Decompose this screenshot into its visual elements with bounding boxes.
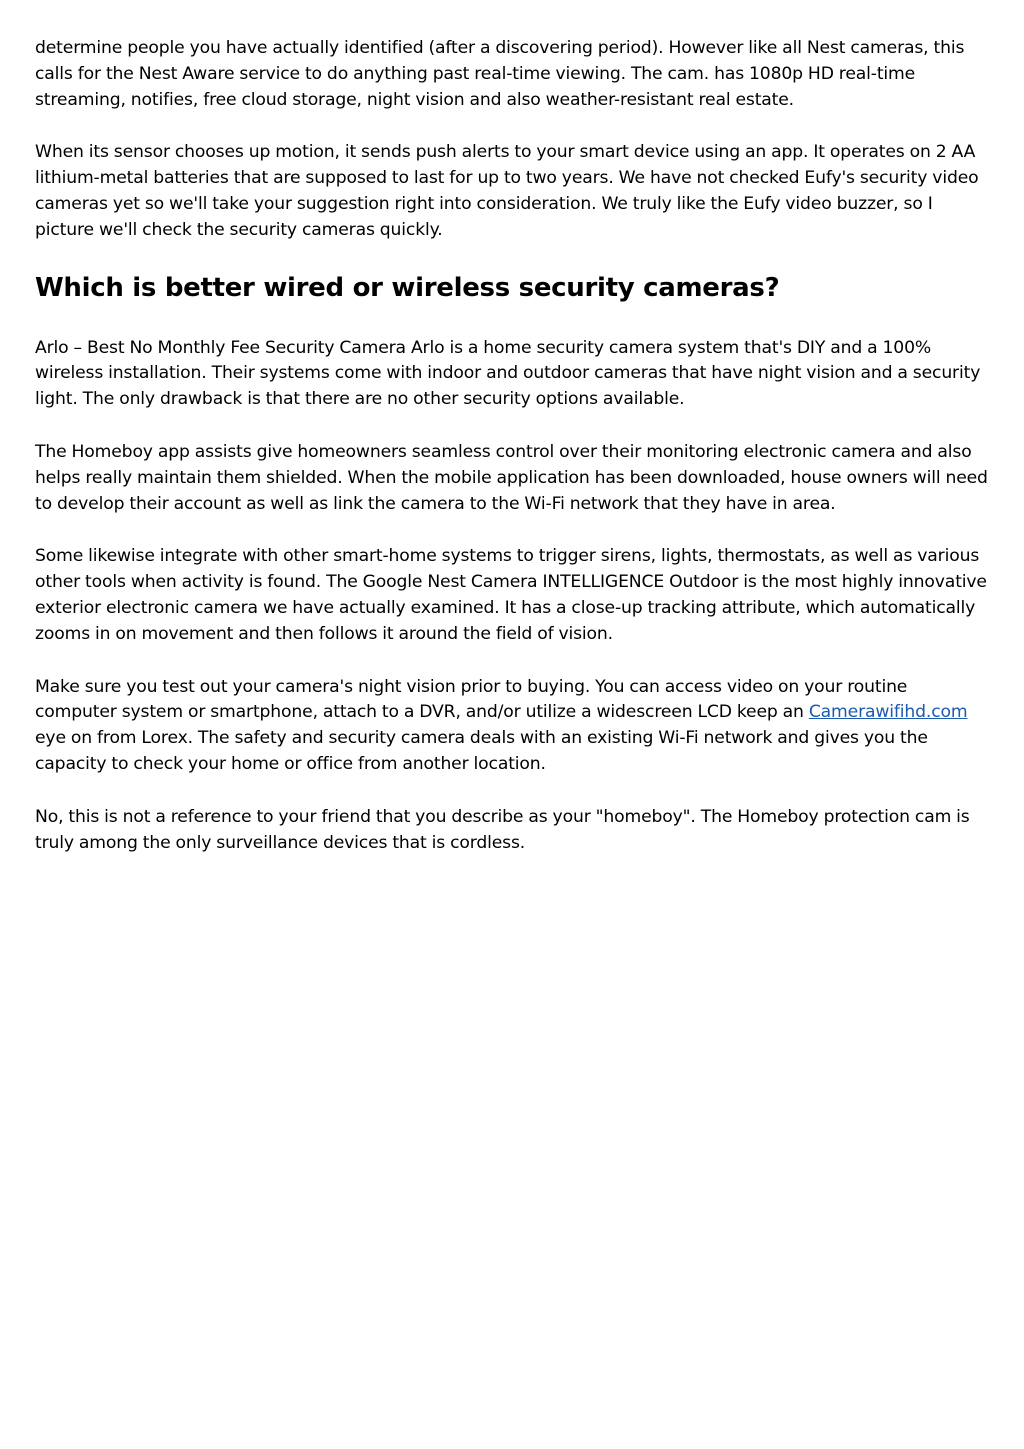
paragraph-nest-aware: determine people you have actually identified (after a discovering period). However like all Nest cameras, this calls for the Nest Aware service to do anything past real-time viewing. The cam. has 1080p HD real-time streaming, notifies, free cloud storage, night vision and also weather-resistant real estate. <box>35 38 965 110</box>
paragraph-night-vision <box>35 675 991 778</box>
paragraph-homeboy-app: The Homeboy app assists give homeowners seamless control over their monitoring electronic camera and also helps really maintain them shielded. When the mobile application has been downloaded, house owners will need to develop their account as well as link the camera to the Wi-Fi network that they have in area. <box>35 441 988 514</box>
paragraph-eufy-sensor: When its sensor chooses up motion, it sends push alerts to your smart device using an app. It operates on 2 AA lithium-metal batteries that are supposed to last for up to two years. We have not checked Eufy's security video cameras yet so we'll take your suggestion right into consideration. We truly like the Eufy video buzzer, so I picture we'll check the security cameras quickly. <box>35 142 979 240</box>
paragraph-smart-home: Some likewise integrate with other smart-home systems to trigger sirens, lights, thermostats, as well as various other tools when activity is found. The Google Nest Camera INTELLIGENCE Outdoor is the most highly innovative exterior electronic camera we have actually examined. It has a close-up tracking attribute, which automatically zooms in on movement and then follows it around the field of vision. <box>35 546 987 644</box>
night-vision-text-before: Make sure you test out your camera's night vision prior to buying. You can access video on your routine computer system or smartphone, attach to a DVR, and/or utilize a widescreen LCD keep an <box>35 676 908 723</box>
article-body <box>35 36 991 883</box>
paragraph-homeboy-cam: No, this is not a reference to your friend that you describe as your "homeboy". The Homeboy protection cam is truly among the only surveillance devices that is cordless. <box>35 806 970 853</box>
night-vision-text-after: eye on from Lorex. The safety and security camera deals with an existing Wi-Fi network and gives you the capacity to check your home or office from another location. <box>35 728 928 774</box>
paragraph-arlo: Arlo – Best No Monthly Fee Security Camera Arlo is a home security camera system that's DIY and a 100% wireless installation. Their systems come with indoor and outdoor cameras that have night vision and a security light. The only drawback is that there are no other security options available. <box>35 337 981 410</box>
section-heading: Which is better wired or wireless security cameras? <box>35 272 780 303</box>
camerawifihd-link[interactable]: Camerawifihd.com <box>808 702 968 723</box>
